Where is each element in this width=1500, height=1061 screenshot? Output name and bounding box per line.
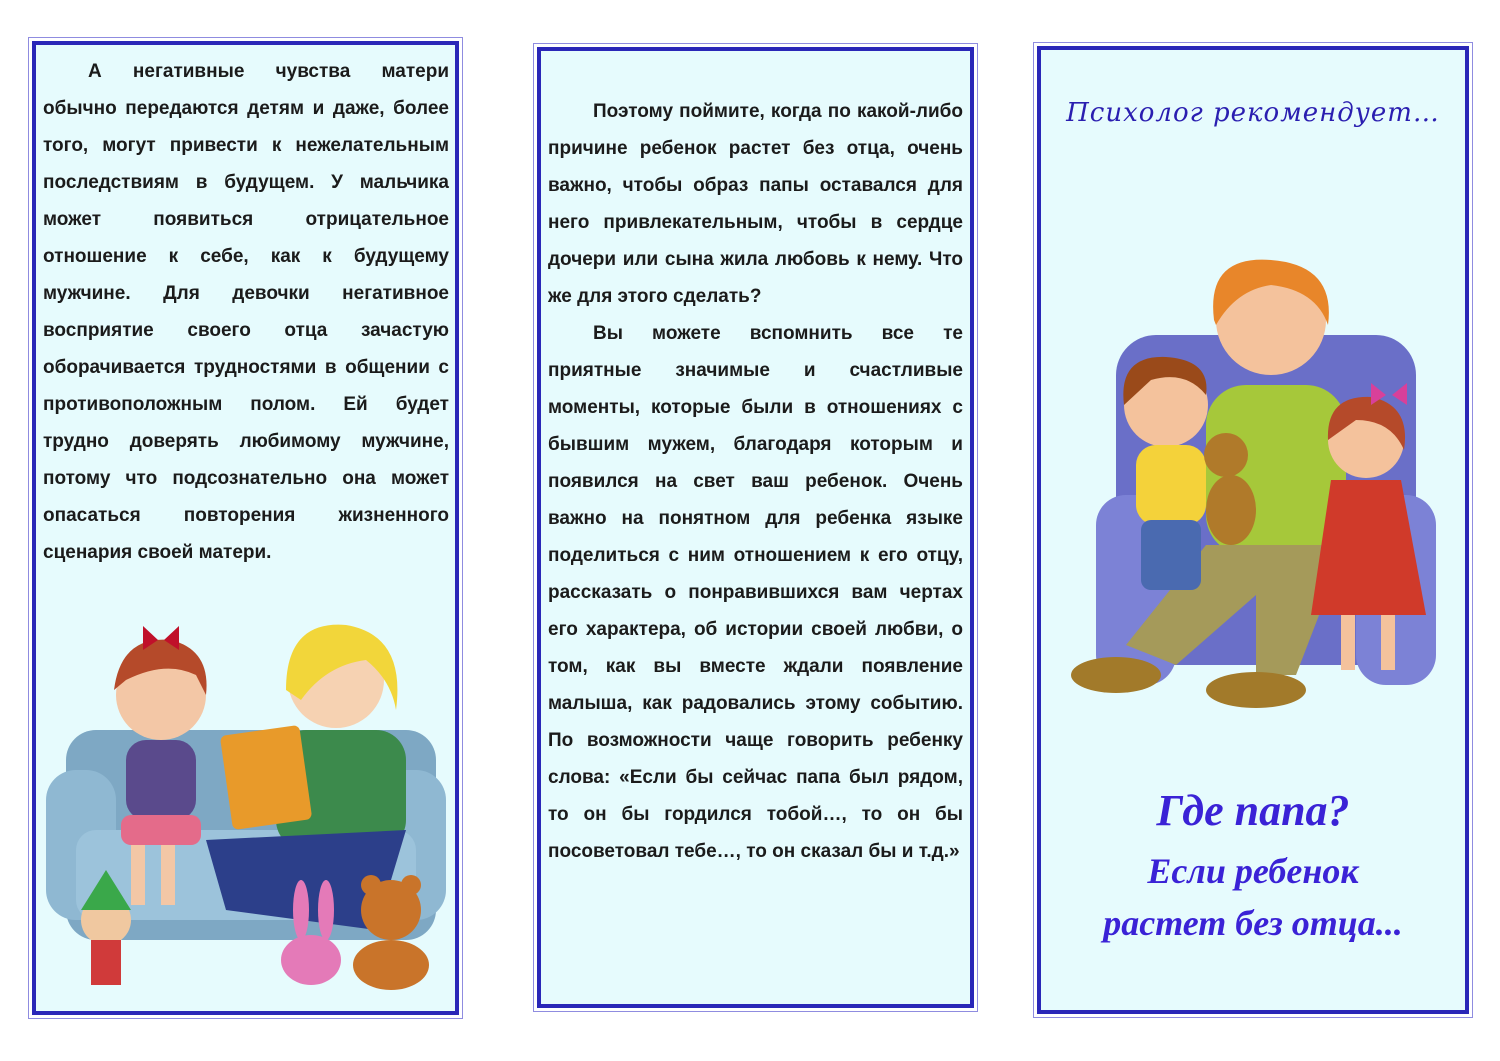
left-paragraph: А негативные чувства матери обычно передаются детям и даже, более того, могут привести к нежелательным последствиям в будущем. У мальчика может появиться отрицательное отношение к себе, как к будущему мужчине. Для девочки негативное восприятие своего отца зачастую оборачивается трудностями в общении с противоположным полом. Ей будет трудно доверять любимому мужчине, потому что подсознательно она может опасаться повторения жизненного сценария своей матери. bbox=[43, 61, 449, 563]
subtitle-line-2: растет без отца... bbox=[1103, 903, 1403, 943]
panel-left bbox=[32, 41, 459, 1015]
main-title: Где папа? bbox=[1156, 786, 1350, 835]
subtitle-line-1: Если ребенок bbox=[1147, 851, 1359, 891]
panel-middle bbox=[537, 47, 974, 1008]
middle-paragraph-1: Поэтому поймите, когда по какой-либо причине ребенок растет без отца, очень важно, чтобы образ папы оставался для него привлекательным, чтобы в сердце дочери или сына жила любовь к нему. Что же для этого сделать? bbox=[548, 101, 963, 307]
script-heading: Психолог рекомендует… bbox=[1066, 98, 1440, 128]
panel-right bbox=[1037, 46, 1469, 1014]
left-text-block bbox=[43, 53, 449, 571]
middle-paragraph-2: Вы можете вспомнить все те приятные значимые и счастливые моменты, которые были в отношениях с бывшим мужем, благодаря которым и появился на свет ваш ребенок. Очень важно на понятном для ребенка языке поделиться с ним отношением к его отцу, рассказать о понравившихся вам чертах его характера, об истории своей любви, о том, как вы вместе ждали появление малыша, как радовались этому событию. По возможности чаще говорить ребенку слова: «Если бы сейчас папа был рядом, то он бы гордился тобой…, то он бы посоветовал тебе…, то он сказал бы и т.д.» bbox=[548, 323, 963, 862]
mother-reading-illustration bbox=[46, 580, 451, 990]
middle-text-block bbox=[548, 93, 963, 870]
father-with-children-illustration bbox=[1056, 245, 1456, 710]
